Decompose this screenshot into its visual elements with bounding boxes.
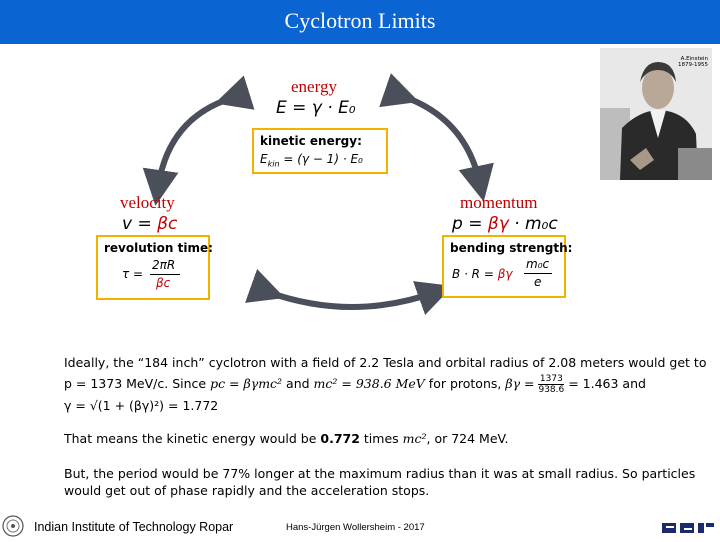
slide-title: Cyclotron Limits [284, 8, 436, 33]
kinetic-energy-box [252, 128, 388, 174]
arrow-energy-momentum [402, 96, 480, 184]
arrow-energy-velocity [158, 98, 232, 188]
bending-fraction-line [524, 273, 552, 274]
bending-lhs: B · R = βγ [452, 267, 513, 281]
revolution-time-heading: revolution time: [104, 241, 213, 255]
revolution-lhs: τ = [122, 267, 144, 281]
bending-strength-heading: bending strength: [450, 241, 573, 255]
einstein-portrait [600, 48, 712, 180]
gsi-logo-icon [660, 520, 716, 536]
revolution-denominator: βc [156, 276, 171, 290]
revolution-time-box [96, 235, 213, 300]
energy-label: energy [291, 77, 337, 96]
energy-formula: E = γ · E₀ [276, 98, 356, 118]
footer-author: Hans-Jürgen Wollersheim - 2017 [286, 522, 425, 533]
kinetic-energy-heading: kinetic energy: [260, 134, 362, 148]
portrait-caption: A.Einstein 1879-1955 [678, 56, 708, 68]
momentum-formula: p = βγ · m₀c [452, 214, 558, 234]
text-line-6: would get out of phase rapidly and the acceleration stops. [64, 483, 430, 498]
arrow-velocity-momentum [268, 292, 436, 307]
velocity-label: velocity [120, 193, 175, 212]
velocity-formula: v = βc [122, 214, 178, 234]
kinetic-energy-formula: $E_{kin} = (\gamma - 1) \cdot E_0$ [260, 152, 363, 169]
bending-denominator: e [534, 275, 542, 289]
text-line-2: p = 1373 MeV/c. Since pc = βγmc² and mc² = 938.6 MeV for protons, βγ = $\frac{1373}{938.6}$ = 1.463 and [64, 374, 646, 395]
text-line-5: But, the period would be 77% longer at the maximum radius than it was at small radius. So particles [64, 466, 696, 481]
text-line-3: γ = √(1 + (βγ)²) = 1.772 [64, 398, 219, 413]
bending-strength-box [442, 235, 573, 298]
momentum-label: momentum [460, 193, 538, 212]
text-line-1: Ideally, the “184 inch” cyclotron with a field of 2.2 Tesla and orbital radius of 2.08 meters would get to [64, 355, 707, 370]
institute-logo-icon [2, 515, 24, 537]
bending-numerator: m₀c [526, 257, 550, 271]
revolution-numerator: 2πR [152, 258, 176, 272]
text-line-4: That means the kinetic energy would be 0.772 times mc², or 724 MeV. [64, 431, 509, 446]
footer-institute: Indian Institute of Technology Ropar [34, 520, 234, 534]
revolution-fraction-line [150, 274, 180, 275]
